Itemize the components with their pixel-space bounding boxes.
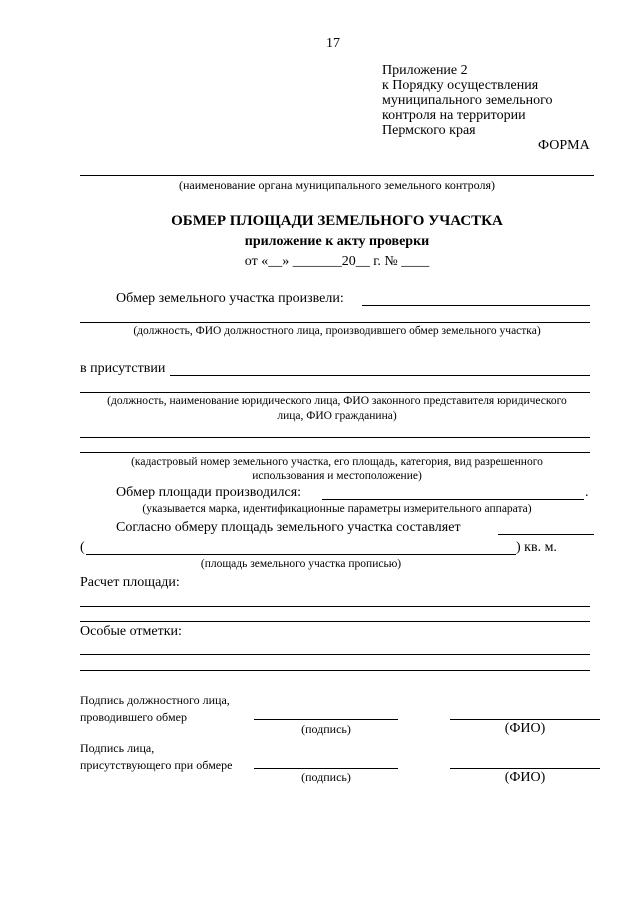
presence-caption-1: (должность, наименование юридического лица, ФИО законного представителя юридического xyxy=(107,395,567,407)
signature-caption-1: (подпись) xyxy=(301,722,351,736)
name-field-1[interactable] xyxy=(450,719,600,720)
area-words-field[interactable] xyxy=(86,554,516,555)
appendix-line: Пермского края xyxy=(382,123,476,138)
signature-field-2[interactable] xyxy=(254,768,398,769)
date-number-line: от «__» _______20__ г. № ____ xyxy=(244,254,430,269)
calculation-field-2[interactable] xyxy=(80,621,590,622)
area-number-field[interactable] xyxy=(498,534,594,535)
signature-field-1[interactable] xyxy=(254,719,398,720)
signature-label-2 xyxy=(80,740,232,774)
notes-field-2[interactable] xyxy=(80,670,590,671)
appendix-line: муниципального земельного xyxy=(382,93,553,108)
measured-by-field-2[interactable] xyxy=(80,322,590,323)
cadastral-field-1[interactable] xyxy=(80,437,590,438)
area-label: Согласно обмеру площадь земельного участка составляет xyxy=(116,520,461,535)
cadastral-caption-2: использования и местоположение) xyxy=(252,470,422,482)
cadastral-caption-1: (кадастровый номер земельного участка, его площадь, категория, вид разрешенного xyxy=(131,456,543,468)
cadastral-field-2[interactable] xyxy=(80,452,590,453)
document-title: ОБМЕР ПЛОЩАДИ ЗЕМЕЛЬНОГО УЧАСТКА xyxy=(171,213,503,229)
notes-label: Особые отметки: xyxy=(80,624,182,639)
appendix-block xyxy=(382,63,553,138)
instrument-label: Обмер площади производился: xyxy=(116,485,302,500)
page-number: 17 xyxy=(326,36,340,51)
organ-name-caption: (наименование органа муниципального земельного контроля) xyxy=(178,178,496,192)
notes-field-1[interactable] xyxy=(80,654,590,655)
measured-by-field[interactable] xyxy=(362,305,590,306)
signature-label-line: присутствующего при обмере xyxy=(80,758,233,772)
signature-caption-2: (подпись) xyxy=(301,770,351,784)
measured-by-caption: (должность, ФИО должностного лица, производившего обмер земельного участка) xyxy=(133,325,541,337)
area-open-paren: ( xyxy=(80,540,85,555)
document-subtitle: приложение к акту проверки xyxy=(244,234,430,249)
area-caption: (площадь земельного участка прописью) xyxy=(200,558,402,570)
measured-by-label: Обмер земельного участка произвели: xyxy=(116,291,344,306)
instrument-end: . xyxy=(585,485,589,500)
instrument-field[interactable] xyxy=(322,499,584,500)
appendix-line: контроля на территории xyxy=(382,108,526,123)
calculation-field-1[interactable] xyxy=(80,606,590,607)
calculation-label: Расчет площади: xyxy=(80,575,180,590)
appendix-line: к Порядку осуществления xyxy=(382,78,539,93)
instrument-caption: (указывается марка, идентификационные параметры измерительного аппарата) xyxy=(142,503,532,515)
name-field-2[interactable] xyxy=(450,768,600,769)
area-unit: ) кв. м. xyxy=(516,540,557,555)
appendix-line: Приложение 2 xyxy=(382,63,468,78)
presence-caption-2: лица, ФИО гражданина) xyxy=(277,410,397,422)
presence-label: в присутствии xyxy=(80,361,166,376)
presence-field-2[interactable] xyxy=(80,392,590,393)
signature-label-line: проводившего обмер xyxy=(80,710,187,724)
name-caption-2: (ФИО) xyxy=(504,770,546,785)
form-label: ФОРМА xyxy=(538,138,590,153)
name-caption-1: (ФИО) xyxy=(504,721,546,736)
presence-field[interactable] xyxy=(170,375,590,376)
signature-label-line: Подпись должностного лица, xyxy=(80,693,230,707)
signature-label-1 xyxy=(80,692,230,726)
organ-name-line xyxy=(80,175,594,176)
signature-label-line: Подпись лица, xyxy=(80,741,155,755)
